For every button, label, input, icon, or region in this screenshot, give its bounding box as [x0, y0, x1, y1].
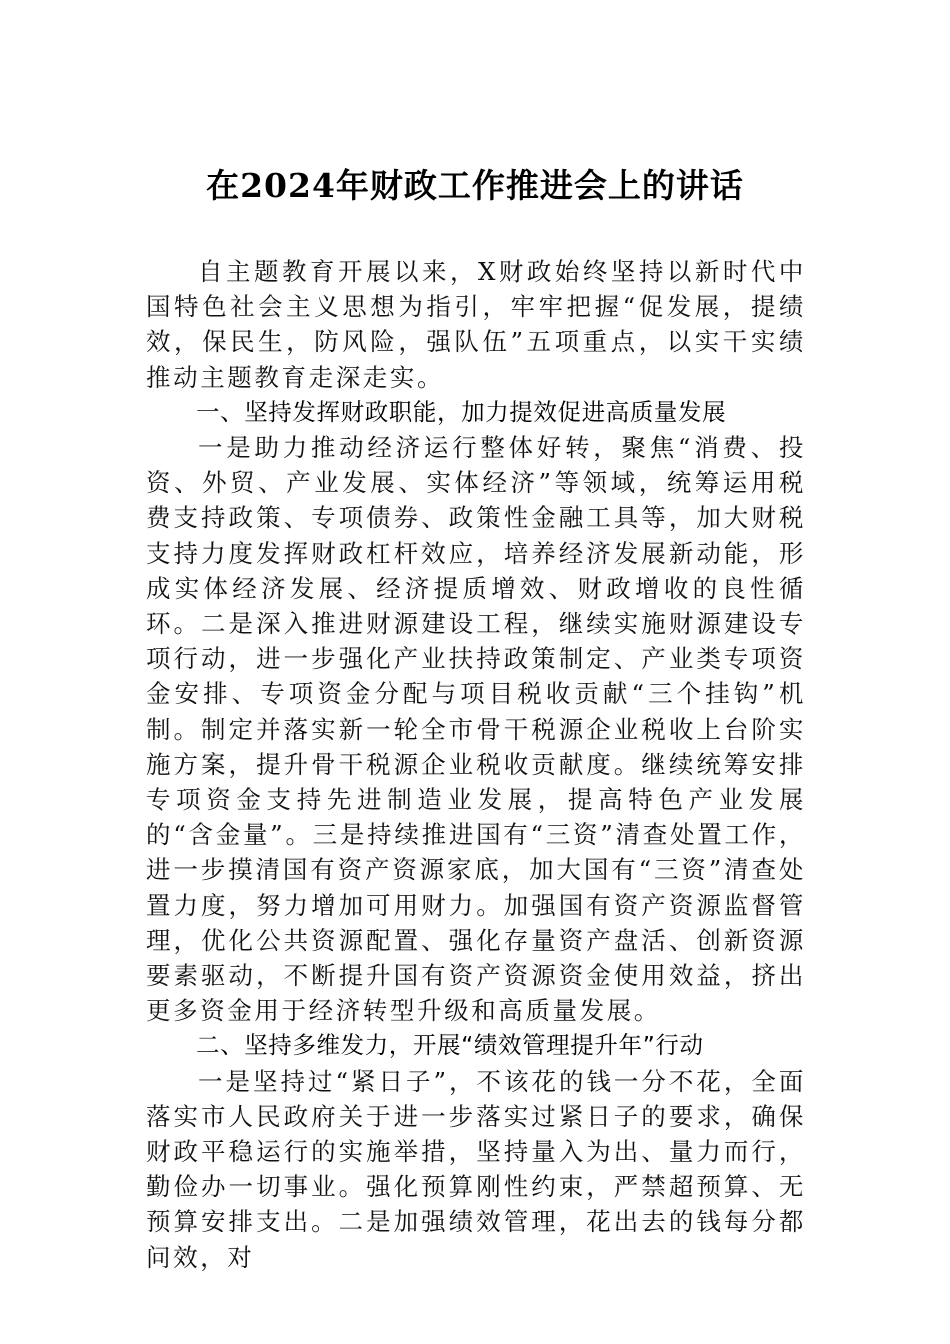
- section-heading-1: 一、坚持发挥财政职能，加力提效促进高质量发展: [196, 397, 727, 426]
- document-body: [146, 254, 806, 1275]
- document-title: 在2024年财政工作推进会上的讲话: [206, 166, 744, 205]
- section-body-2: 一是坚持过“紧日子”，不该花的钱一分不花，全面落实市人民政府关于进一步落实过紧日子的要求，确保财政平稳运行的实施举措，坚持量入为出、量力而行，勤俭办一切事业。强化预算刚性约束，严禁超预算、无预算安排支出。二是加强绩效管理，花出去的钱每分都问效，对: [146, 1066, 806, 1272]
- section-heading-2: 二、坚持多维发力，开展“绩效管理提升年”行动: [196, 1031, 704, 1060]
- section-body-1: 一是助力推动经济运行整体好转，聚焦“消费、投资、外贸、产业发展、实体经济”等领域，统筹运用税费支持政策、专项债券、政策性金融工具等，加大财税支持力度发挥财政杠杆效应，培养经济发展新动能，形成实体经济发展、经济提质增效、财政增收的良性循环。二是深入推进财源建设工程，继续实施财源建设专项行动，进一步强化产业扶持政策制定、产业类专项资金安排、专项资金分配与项目税收贡献“三个挂钩”机制。制定并落实新一轮全市骨干税源企业税收上台阶实施方案，提升骨干税源企业税收贡献度。继续统筹安排专项资金支持先进制造业发展，提高特色产业发展的“含金量”。三是持续推进国有“三资”清查处置工作，进一步摸清国有资产资源家底，加大国有“三资”清查处置力度，努力增加可用财力。加强国有资产资源监督管理，优化公共资源配置、强化存量资产盘活、创新资源要素驱动，不断提升国有资产资源资金使用效益，挤出更多资金用于经济转型升级和高质量发展。: [146, 433, 806, 1026]
- intro-paragraph: 自主题教育开展以来，X财政始终坚持以新时代中国特色社会主义思想为指引，牢牢把握“促发展，提绩效，保民生，防风险，强队伍”五项重点，以实干实绩推动主题教育走深走实。: [146, 257, 806, 392]
